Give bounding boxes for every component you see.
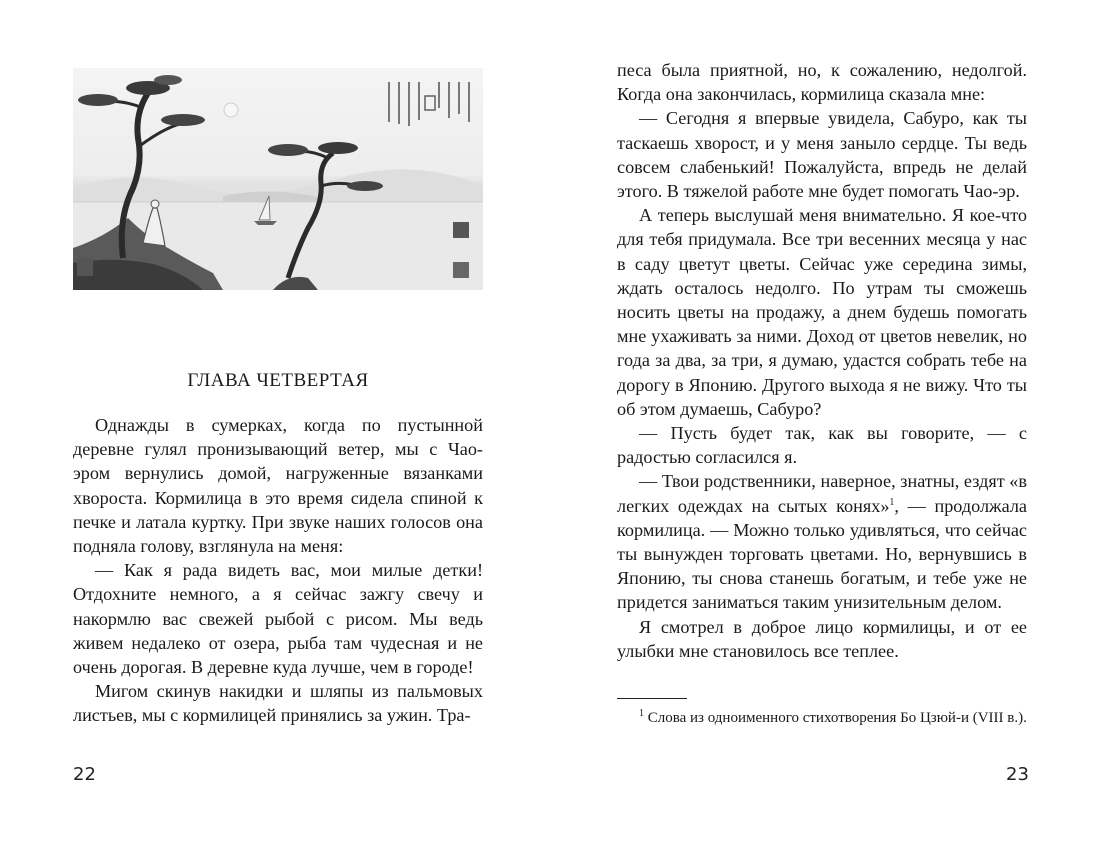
quote-text-before: — Твои родственники, наверное, знатны, ездят «в легких одеждах на сытых конях» — [617, 471, 1027, 516]
footnote-divider — [617, 698, 687, 699]
page-number-right: 23 — [1006, 764, 1029, 785]
paragraph-continued: песа была приятной, но, к сожалению, недолгой. Когда она закончилась, кормилица сказала мне: — [617, 60, 1027, 105]
chapter-title: ГЛАВА ЧЕТВЕРТАЯ — [187, 370, 369, 391]
ink-painting-icon — [73, 68, 483, 290]
right-body-text — [617, 58, 1027, 663]
page-number-left: 22 — [73, 764, 96, 785]
quote-text-after: , — продолжала кормилица. — Можно только удивляться, что сейчас ты вынужден торговать цветами. Но, вернувшись в Японию, ты снова станешь богатым, и тебе уже не придется заниматься таким унизительным делом. — [617, 495, 1027, 613]
footnote-marker[interactable]: 1 — [889, 496, 895, 508]
footnote-text: Слова из одноименного стихотворения Бо Цзюй-и (VIII в.). — [644, 710, 1027, 726]
paragraph: Мигом скинув накидки и шляпы из пальмовых листьев, мы с кормилицей принялись за ужин. Тра- — [73, 681, 483, 726]
footnote — [617, 707, 1027, 729]
paragraph-with-footnote — [617, 469, 1027, 614]
paragraph: — Сегодня я впервые увидела, Сабуро, как ты таскаешь хворост, и у меня заныло сердце. Ты ведь совсем слабенький! Пожалуйста, впредь не делай этого. В тяжелой работе мне будет помогать Чао-эр. — [617, 108, 1027, 202]
chapter-illustration — [73, 68, 483, 290]
paragraph: А теперь выслушай меня внимательно. Я кое-что для тебя придумала. Все три весенних месяца у нас в саду цветут цветы. Сейчас уже середина зимы, ждать осталось недолго. По утрам ты сможешь носить цветы на продажу, а днем будешь помогать мне ухаживать за ними. Доход от цветов невелик, но года за два, за три, я думаю, удастся собрать тебе на дорогу в Японию. Другого выхода я не вижу. Что ты об этом думаешь, Сабуро? — [617, 205, 1027, 419]
paragraph: — Как я рада видеть вас, мои милые детки! Отдохните немного, а я сейчас зажгу свечу и накормлю вас свежей рыбой с рисом. Мы ведь живем недалеко от озера, рыба там чудесная и не очень дорогая. В деревне куда лучше, чем в городе! — [73, 560, 483, 678]
paragraph: Однажды в сумерках, когда по пустынной деревне гулял пронизывающий ветер, мы с Чао-эром вернулись домой, нагруженные вязанками хвороста. Кормилица в это время сидела спиной к печке и латала куртку. При звуке наших голосов она подняла голову, взглянула на меня: — [73, 415, 483, 557]
paragraph: Я смотрел в доброе лицо кормилицы, и от ее улыбки мне становилось все теплее. — [617, 616, 1027, 661]
footnote-number: 1 — [639, 708, 644, 719]
left-body-text — [73, 413, 483, 728]
paragraph: — Пусть будет так, как вы говорите, — с радостью согласился я. — [617, 423, 1027, 468]
